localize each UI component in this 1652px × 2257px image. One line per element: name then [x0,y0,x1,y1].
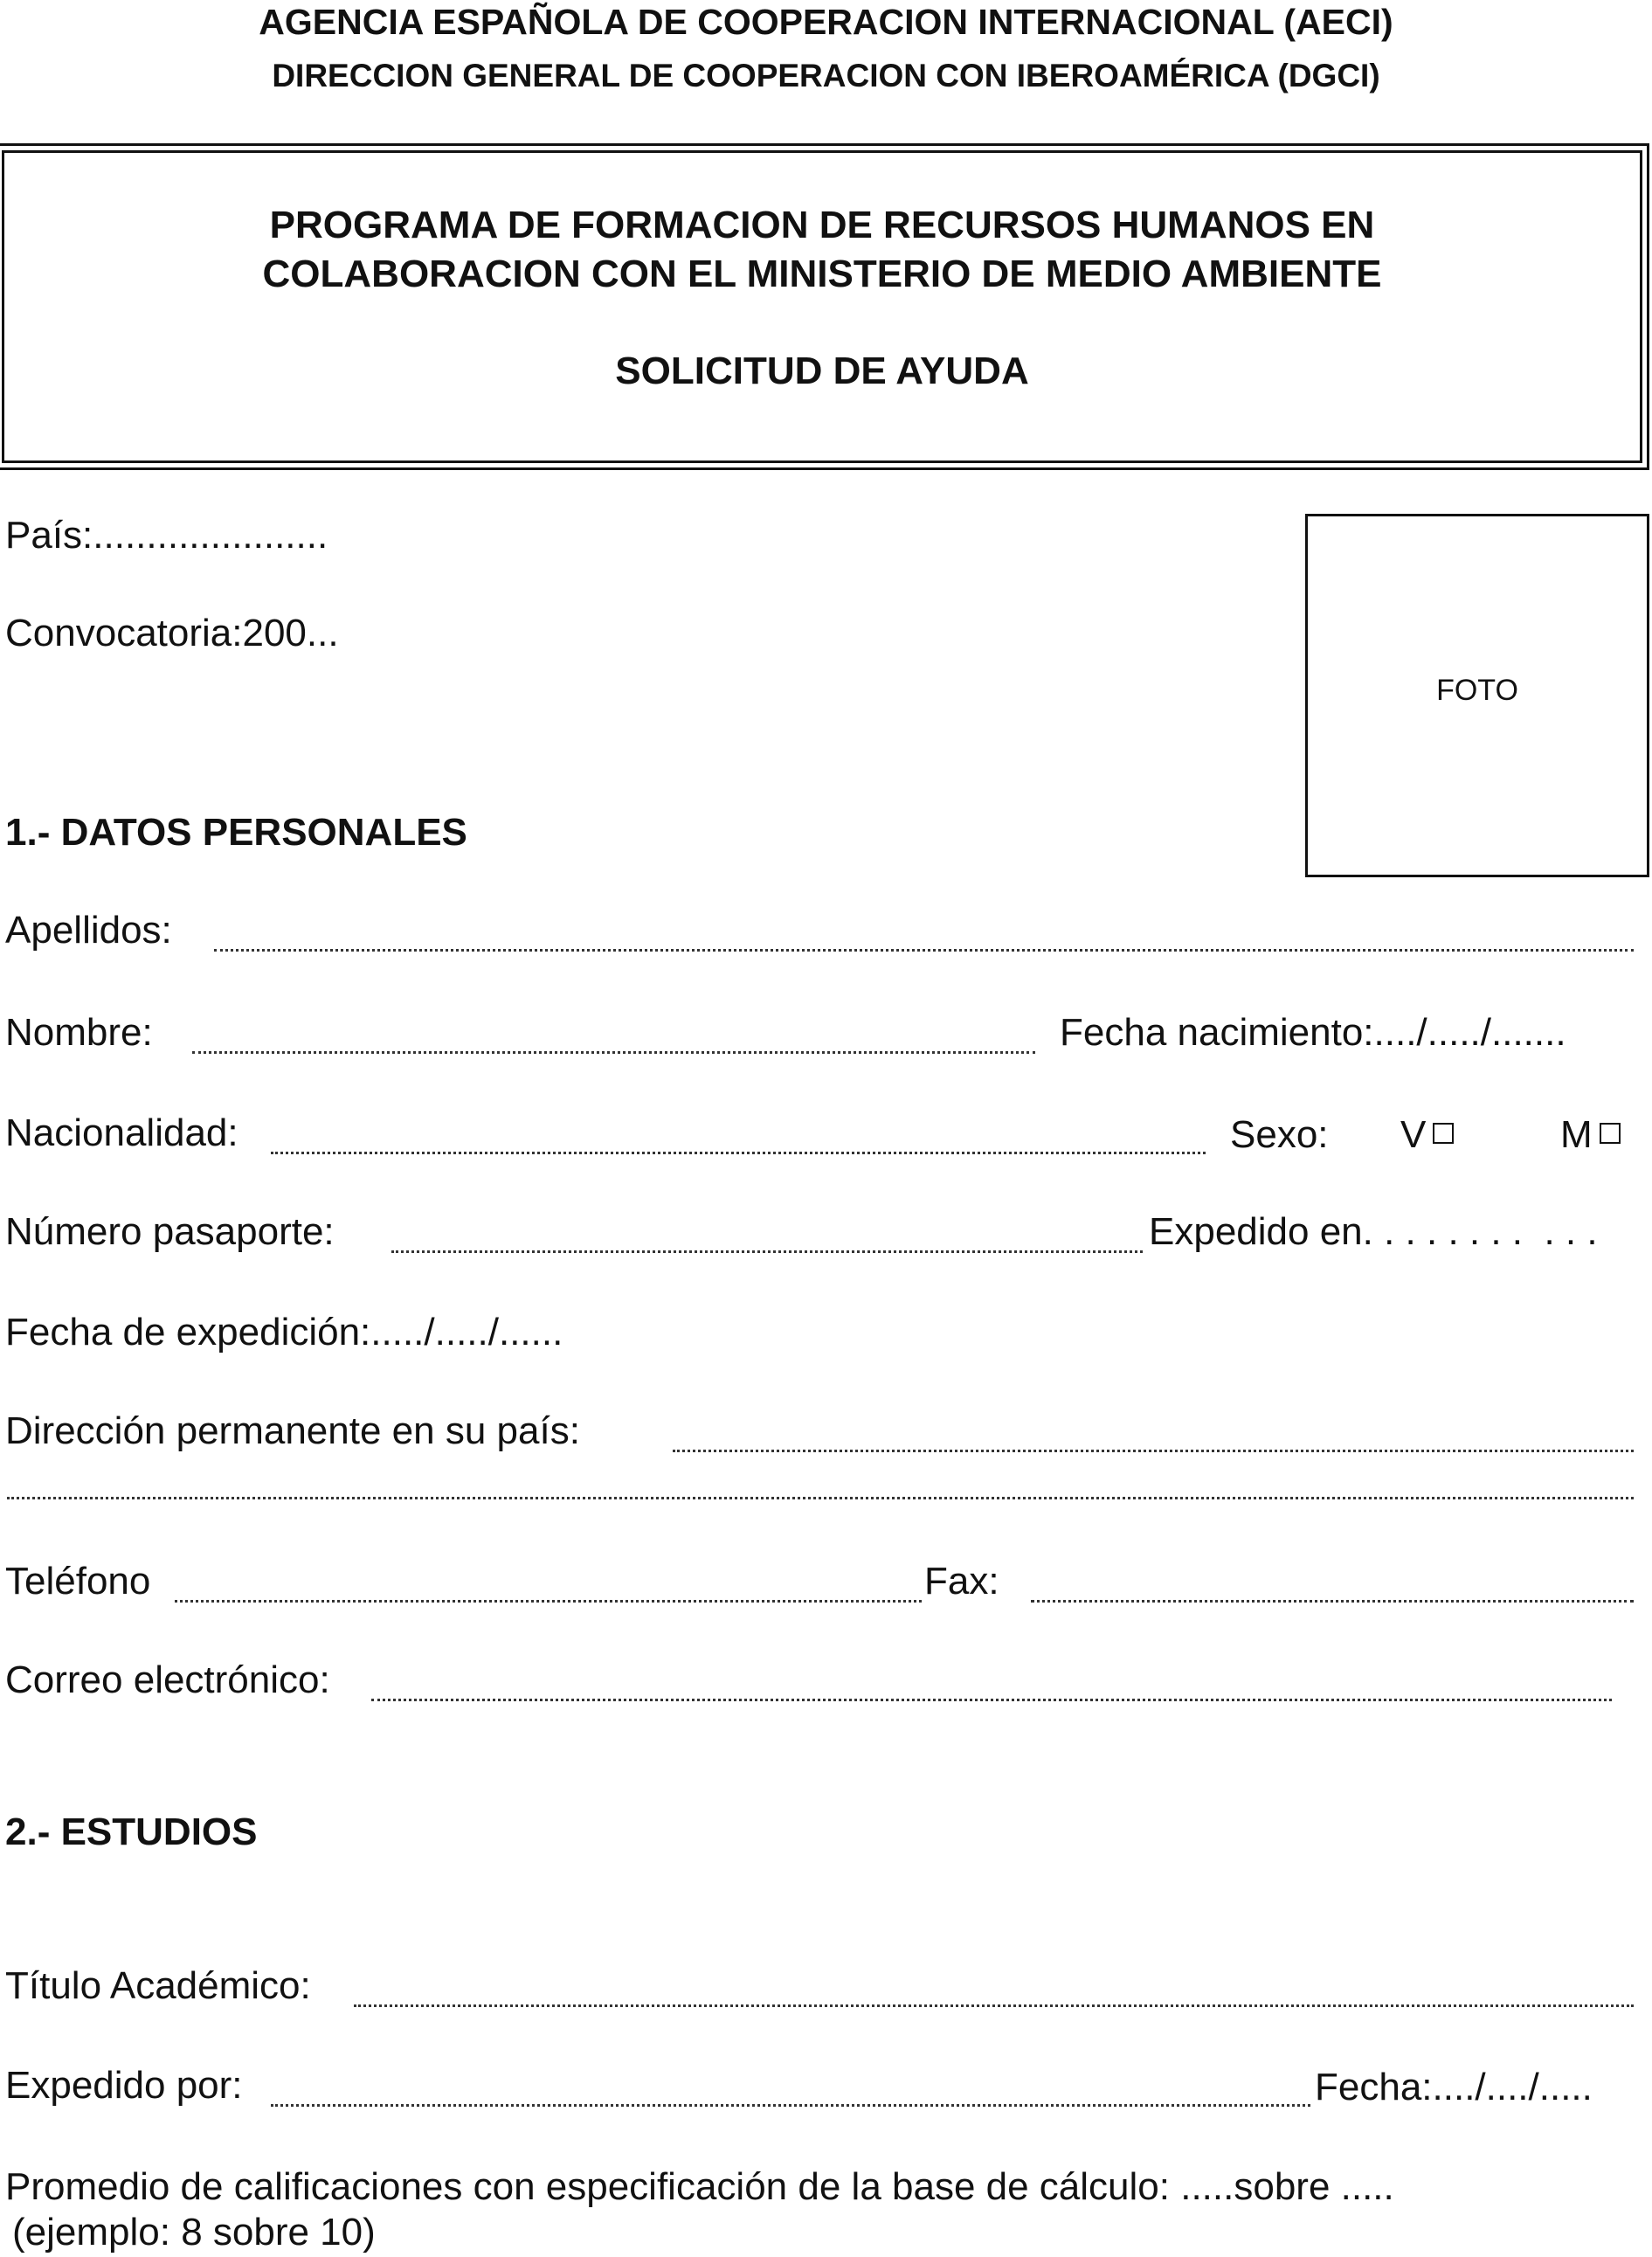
direccion-input-line2[interactable] [7,1497,1634,1499]
photo-label: FOTO [1436,674,1518,707]
fax-label: Fax: [924,1560,999,1603]
nombre-input[interactable] [192,1051,1035,1054]
pais-field[interactable]: País:...................... [5,514,328,557]
fecha-estudios-field[interactable]: Fecha:..../..../..... [1315,2066,1593,2108]
pasaporte-input[interactable] [391,1250,1143,1253]
nacionalidad-label: Nacionalidad: [5,1111,238,1154]
agency-title: AGENCIA ESPAÑOLA DE COOPERACION INTERNACIONAL (AECI) [259,2,1393,42]
convocatoria-field[interactable]: Convocatoria:200... [5,612,339,654]
expedido-por-input[interactable] [271,2104,1310,2107]
telefono-label: Teléfono [5,1560,151,1603]
apellidos-input[interactable] [214,949,1634,952]
form-subtitle: SOLICITUD DE AYUDA [615,350,1029,392]
apellidos-label: Apellidos: [5,909,172,952]
program-title-line1: PROGRAMA DE FORMACION DE RECURSOS HUMANOS EN [269,204,1375,246]
sexo-label: Sexo: [1230,1113,1329,1156]
expedido-por-label: Expedido por: [5,2064,243,2107]
correo-label: Correo electrónico: [5,1658,330,1701]
section-studies-title: 2.- ESTUDIOS [5,1810,258,1853]
nombre-label: Nombre: [5,1011,153,1054]
telefono-input[interactable] [175,1600,922,1603]
direccion-input-line1[interactable] [673,1450,1634,1452]
correo-input[interactable] [371,1699,1612,1701]
sexo-v-checkbox[interactable] [1433,1123,1454,1144]
sexo-m-option[interactable] [1560,1113,1621,1157]
sexo-m-checkbox[interactable] [1600,1123,1621,1144]
sexo-m-label: M [1560,1113,1593,1156]
titulo-label: Título Académico: [5,1964,311,2007]
section-personal-data-title: 1.- DATOS PERSONALES [5,811,467,854]
pasaporte-label: Número pasaporte: [5,1210,335,1253]
expedido-en-field[interactable]: Expedido en. . . . . . . . . . . [1149,1210,1598,1253]
promedio-example: (ejemplo: 8 sobre 10) [12,2211,376,2254]
program-title-box [2,150,1642,463]
program-title [4,201,1640,299]
sexo-v-option[interactable] [1400,1113,1454,1157]
direccion-label: Dirección permanente en su país: [5,1409,580,1452]
fax-input[interactable] [1031,1600,1634,1603]
directorate-title: DIRECCION GENERAL DE COOPERACION CON IBEROAMÉRICA (DGCI) [272,58,1380,93]
program-title-line2: COLABORACION CON EL MINISTERIO DE MEDIO AMBIENTE [262,253,1382,295]
titulo-input[interactable] [354,2004,1634,2007]
promedio-field[interactable]: Promedio de calificaciones con especificación de la base de cálculo: .....sobre ..... [5,2165,1394,2208]
sexo-v-label: V [1400,1113,1427,1156]
fecha-expedicion-field[interactable]: Fecha de expedición:...../...../...... [5,1311,563,1354]
photo-box[interactable] [1305,514,1649,877]
fecha-nacimiento-field[interactable]: Fecha nacimiento:..../...../....... [1060,1011,1566,1054]
nacionalidad-input[interactable] [271,1152,1206,1154]
